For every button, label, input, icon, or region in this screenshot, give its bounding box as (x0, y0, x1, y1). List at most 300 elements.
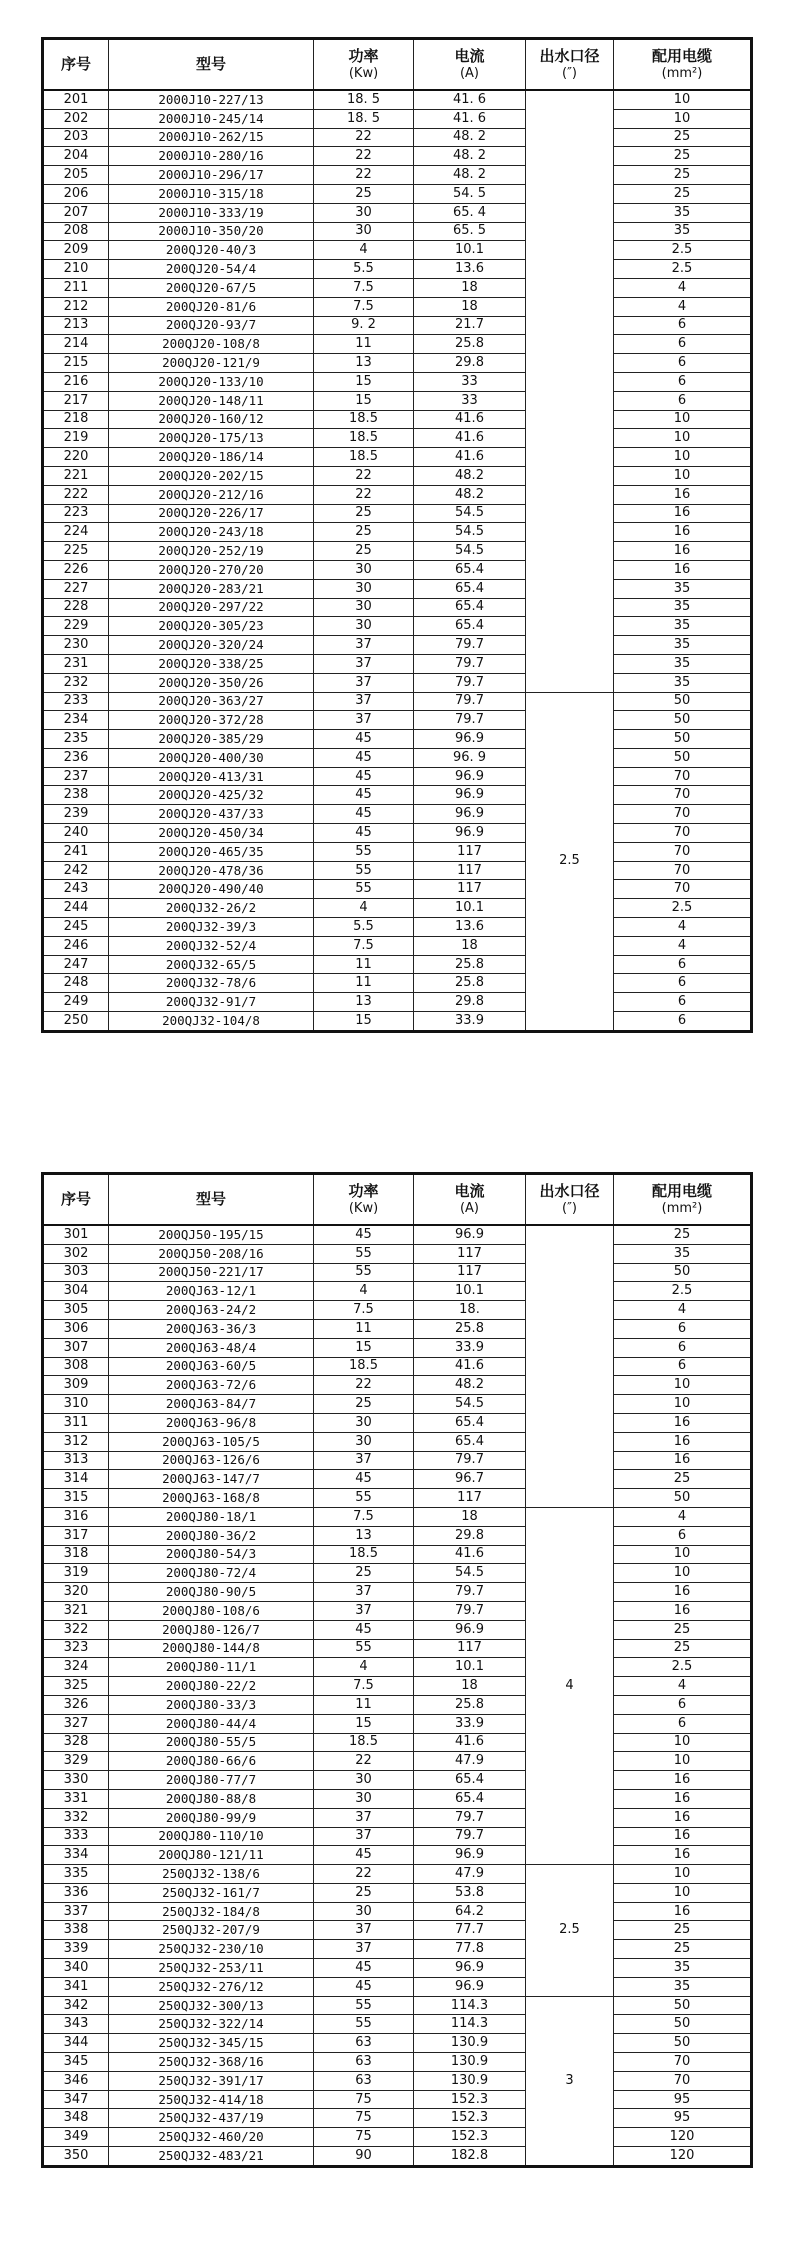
cell-current: 117 (414, 1639, 526, 1658)
cell-current: 79.7 (414, 1827, 526, 1846)
cell-no: 322 (43, 1620, 109, 1639)
cell-power: 63 (314, 2053, 414, 2072)
table-row (43, 2128, 752, 2147)
table-row (43, 974, 752, 993)
table-row (43, 278, 752, 297)
cell-current: 130.9 (414, 2053, 526, 2072)
header-outlet (526, 1174, 614, 1226)
cell-model: 200QJ63-24/2 (109, 1301, 314, 1320)
cell-current: 152.3 (414, 2090, 526, 2109)
table-row (43, 2147, 752, 2167)
cell-model: 250QJ32-230/10 (109, 1940, 314, 1959)
header-power (314, 1174, 414, 1226)
cell-current: 33 (414, 372, 526, 391)
cell-current: 77.8 (414, 1940, 526, 1959)
cell-power: 25 (314, 1564, 414, 1583)
cell-cable: 50 (614, 730, 752, 749)
cell-power: 22 (314, 1752, 414, 1771)
cell-current: 25.8 (414, 335, 526, 354)
cell-no: 218 (43, 410, 109, 429)
cell-no: 344 (43, 2034, 109, 2053)
cell-model: 200QJ63-105/5 (109, 1432, 314, 1451)
cell-no: 323 (43, 1639, 109, 1658)
cell-no: 334 (43, 1846, 109, 1865)
cell-power: 15 (314, 372, 414, 391)
cell-cable: 10 (614, 1395, 752, 1414)
header-model: 型号 (109, 1174, 314, 1226)
cell-power: 37 (314, 711, 414, 730)
table-row (43, 184, 752, 203)
cell-power: 22 (314, 485, 414, 504)
cell-cable: 25 (614, 1940, 752, 1959)
cell-model: 200QJ20-413/31 (109, 767, 314, 786)
cell-cable: 6 (614, 1695, 752, 1714)
pump-spec-table-2 (41, 1172, 753, 2168)
cell-cable: 6 (614, 372, 752, 391)
cell-model: 200QJ20-425/32 (109, 786, 314, 805)
table-row (43, 1301, 752, 1320)
cell-power: 30 (314, 1432, 414, 1451)
cell-model: 200QJ80-126/7 (109, 1620, 314, 1639)
cell-current: 48.2 (414, 1376, 526, 1395)
cell-cable: 10 (614, 1752, 752, 1771)
cell-no: 320 (43, 1583, 109, 1602)
cell-cable: 6 (614, 1714, 752, 1733)
cell-no: 316 (43, 1507, 109, 1526)
header-current-label: 电流 (454, 1181, 485, 1200)
cell-no: 349 (43, 2128, 109, 2147)
cell-current: 65.4 (414, 617, 526, 636)
cell-current: 48. 2 (414, 166, 526, 185)
cell-current: 65.4 (414, 1789, 526, 1808)
cell-current: 33 (414, 391, 526, 410)
cell-current: 96.9 (414, 824, 526, 843)
cell-power: 30 (314, 579, 414, 598)
cell-power: 4 (314, 899, 414, 918)
cell-power: 25 (314, 1395, 414, 1414)
cell-power: 45 (314, 805, 414, 824)
cell-model: 200QJ50-195/15 (109, 1225, 314, 1244)
cell-cable: 25 (614, 184, 752, 203)
cell-power: 4 (314, 241, 414, 260)
cell-power: 11 (314, 974, 414, 993)
table-row (43, 1658, 752, 1677)
cell-cable: 6 (614, 1338, 752, 1357)
cell-no: 317 (43, 1526, 109, 1545)
cell-power: 30 (314, 1413, 414, 1432)
cell-power: 45 (314, 767, 414, 786)
cell-power: 22 (314, 1376, 414, 1395)
cell-power: 37 (314, 1921, 414, 1940)
table-row (43, 1771, 752, 1790)
cell-cable: 25 (614, 1639, 752, 1658)
cell-model: 200QJ80-77/7 (109, 1771, 314, 1790)
cell-no: 224 (43, 523, 109, 542)
cell-no: 211 (43, 278, 109, 297)
table-row (43, 335, 752, 354)
cell-cable: 4 (614, 1507, 752, 1526)
cell-power: 37 (314, 1827, 414, 1846)
cell-cable: 10 (614, 1545, 752, 1564)
cell-cable: 6 (614, 354, 752, 373)
table-row (43, 955, 752, 974)
cell-power: 5.5 (314, 918, 414, 937)
cell-cable: 6 (614, 391, 752, 410)
cell-cable: 70 (614, 2071, 752, 2090)
cell-no: 235 (43, 730, 109, 749)
cell-cable: 16 (614, 504, 752, 523)
cell-current: 96.9 (414, 730, 526, 749)
cell-no: 333 (43, 1827, 109, 1846)
cell-cable: 25 (614, 128, 752, 147)
cell-current: 96.9 (414, 805, 526, 824)
cell-cable: 16 (614, 1413, 752, 1432)
cell-power: 37 (314, 692, 414, 711)
cell-model: 250QJ32-483/21 (109, 2147, 314, 2167)
table-row (43, 128, 752, 147)
cell-model: 200QJ20-160/12 (109, 410, 314, 429)
cell-model: 200QJ20-400/30 (109, 748, 314, 767)
cell-model: 200QJ20-212/16 (109, 485, 314, 504)
table-row (43, 730, 752, 749)
cell-no: 319 (43, 1564, 109, 1583)
cell-power: 11 (314, 955, 414, 974)
cell-cable: 50 (614, 692, 752, 711)
table-row (43, 1583, 752, 1602)
cell-current: 18 (414, 936, 526, 955)
cell-current: 65.4 (414, 560, 526, 579)
cell-no: 338 (43, 1921, 109, 1940)
cell-cable: 16 (614, 485, 752, 504)
cell-power: 13 (314, 1526, 414, 1545)
cell-no: 210 (43, 260, 109, 279)
cell-power: 55 (314, 861, 414, 880)
cell-model: 200QJ80-54/3 (109, 1545, 314, 1564)
cell-power: 25 (314, 523, 414, 542)
cell-no: 342 (43, 1996, 109, 2015)
cell-model: 200QJ20-297/22 (109, 598, 314, 617)
cell-power: 45 (314, 748, 414, 767)
cell-model: 200QJ80-22/2 (109, 1677, 314, 1696)
table-row (43, 372, 752, 391)
cell-cable: 35 (614, 579, 752, 598)
cell-outlet-group: 3 (526, 1996, 614, 2166)
cell-model: 250QJ32-391/17 (109, 2071, 314, 2090)
cell-power: 37 (314, 1451, 414, 1470)
cell-current: 96.9 (414, 1846, 526, 1865)
table-row (43, 1921, 752, 1940)
table-row (43, 260, 752, 279)
cell-no: 216 (43, 372, 109, 391)
cell-current: 117 (414, 861, 526, 880)
table-row (43, 1789, 752, 1808)
table-row (43, 748, 752, 767)
header-cable (614, 39, 752, 91)
cell-current: 96.9 (414, 1977, 526, 1996)
cell-model: 200QJ32-52/4 (109, 936, 314, 955)
cell-current: 96.9 (414, 1959, 526, 1978)
cell-cable: 50 (614, 2015, 752, 2034)
cell-cable: 2.5 (614, 241, 752, 260)
cell-model: 200QJ20-372/28 (109, 711, 314, 730)
header-power (314, 39, 414, 91)
cell-current: 114.3 (414, 2015, 526, 2034)
table-row (43, 1012, 752, 1032)
table-row (43, 1282, 752, 1301)
header-cable (614, 1174, 752, 1226)
cell-current: 25.8 (414, 974, 526, 993)
header-outlet-label: 出水口径 (539, 46, 600, 65)
cell-current: 25.8 (414, 1695, 526, 1714)
cell-model: 200QJ80-90/5 (109, 1583, 314, 1602)
table-row (43, 222, 752, 241)
table-row (43, 1865, 752, 1884)
cell-no: 212 (43, 297, 109, 316)
cell-cable: 16 (614, 1451, 752, 1470)
cell-no: 222 (43, 485, 109, 504)
cell-model: 250QJ32-345/15 (109, 2034, 314, 2053)
cell-cable: 70 (614, 786, 752, 805)
cell-no: 303 (43, 1263, 109, 1282)
table-row (43, 109, 752, 128)
cell-no: 225 (43, 542, 109, 561)
cell-cable: 4 (614, 936, 752, 955)
cell-power: 45 (314, 1846, 414, 1865)
cell-power: 55 (314, 880, 414, 899)
cell-power: 18.5 (314, 1357, 414, 1376)
table-row (43, 354, 752, 373)
cell-current: 114.3 (414, 1996, 526, 2015)
header-no: 序号 (43, 39, 109, 91)
cell-power: 7.5 (314, 278, 414, 297)
cell-model: 200QJ20-385/29 (109, 730, 314, 749)
cell-model: 200QJ20-93/7 (109, 316, 314, 335)
table-row (43, 1451, 752, 1470)
table-row (43, 617, 752, 636)
cell-current: 54.5 (414, 542, 526, 561)
cell-current: 79.7 (414, 636, 526, 655)
cell-cable: 16 (614, 1789, 752, 1808)
cell-no: 327 (43, 1714, 109, 1733)
table-row (43, 1977, 752, 1996)
cell-power: 15 (314, 1012, 414, 1032)
table-row (43, 1601, 752, 1620)
cell-no: 343 (43, 2015, 109, 2034)
cell-current: 96. 9 (414, 748, 526, 767)
cell-no: 326 (43, 1695, 109, 1714)
table-row (43, 805, 752, 824)
cell-model: 200QJ80-55/5 (109, 1733, 314, 1752)
cell-current: 54.5 (414, 523, 526, 542)
cell-power: 7.5 (314, 936, 414, 955)
cell-model: 200QJ80-18/1 (109, 1507, 314, 1526)
header-row (43, 39, 752, 91)
cell-model: 200QJ20-338/25 (109, 654, 314, 673)
cell-no: 340 (43, 1959, 109, 1978)
cell-model: 250QJ32-437/19 (109, 2109, 314, 2128)
cell-power: 63 (314, 2071, 414, 2090)
cell-cable: 25 (614, 1470, 752, 1489)
cell-model: 2000J10-245/14 (109, 109, 314, 128)
cell-no: 208 (43, 222, 109, 241)
cell-model: 200QJ32-104/8 (109, 1012, 314, 1032)
cell-cable: 10 (614, 410, 752, 429)
cell-power: 9. 2 (314, 316, 414, 335)
cell-model: 200QJ20-186/14 (109, 448, 314, 467)
cell-cable: 6 (614, 1526, 752, 1545)
cell-no: 315 (43, 1489, 109, 1508)
cell-current: 41.6 (414, 429, 526, 448)
cell-outlet-group (526, 1225, 614, 1507)
cell-model: 200QJ20-54/4 (109, 260, 314, 279)
cell-no: 313 (43, 1451, 109, 1470)
cell-cable: 10 (614, 1376, 752, 1395)
cell-model: 200QJ80-88/8 (109, 1789, 314, 1808)
cell-model: 200QJ32-91/7 (109, 993, 314, 1012)
table-row (43, 448, 752, 467)
table-row (43, 2015, 752, 2034)
cell-cable: 50 (614, 748, 752, 767)
cell-model: 200QJ63-48/4 (109, 1338, 314, 1357)
cell-no: 220 (43, 448, 109, 467)
cell-cable: 6 (614, 1319, 752, 1338)
cell-current: 54. 5 (414, 184, 526, 203)
table-row (43, 2071, 752, 2090)
cell-power: 55 (314, 2015, 414, 2034)
cell-no: 311 (43, 1413, 109, 1432)
table-row (43, 673, 752, 692)
cell-no: 219 (43, 429, 109, 448)
cell-current: 25.8 (414, 955, 526, 974)
cell-power: 7.5 (314, 1301, 414, 1320)
cell-model: 200QJ63-126/6 (109, 1451, 314, 1470)
cell-cable: 2.5 (614, 899, 752, 918)
cell-model: 200QJ20-490/40 (109, 880, 314, 899)
cell-model: 200QJ63-72/6 (109, 1376, 314, 1395)
cell-cable: 70 (614, 842, 752, 861)
table-row (43, 636, 752, 655)
cell-no: 307 (43, 1338, 109, 1357)
table-row (43, 166, 752, 185)
table-row (43, 1808, 752, 1827)
cell-current: 79.7 (414, 692, 526, 711)
cell-power: 22 (314, 128, 414, 147)
cell-model: 200QJ20-148/11 (109, 391, 314, 410)
cell-model: 200QJ80-108/6 (109, 1601, 314, 1620)
cell-power: 37 (314, 1940, 414, 1959)
cell-power: 18.5 (314, 1545, 414, 1564)
cell-current: 18. (414, 1301, 526, 1320)
cell-power: 4 (314, 1282, 414, 1301)
cell-cable: 70 (614, 2053, 752, 2072)
cell-model: 200QJ80-66/6 (109, 1752, 314, 1771)
cell-power: 11 (314, 335, 414, 354)
table-row (43, 1752, 752, 1771)
table-row (43, 1639, 752, 1658)
cell-model: 250QJ32-368/16 (109, 2053, 314, 2072)
cell-cable: 70 (614, 861, 752, 880)
table-row (43, 1733, 752, 1752)
cell-current: 96.9 (414, 767, 526, 786)
cell-cable: 35 (614, 617, 752, 636)
cell-current: 33.9 (414, 1714, 526, 1733)
cell-no: 331 (43, 1789, 109, 1808)
cell-current: 10.1 (414, 899, 526, 918)
cell-power: 45 (314, 786, 414, 805)
cell-model: 200QJ20-270/20 (109, 560, 314, 579)
cell-cable: 35 (614, 654, 752, 673)
cell-power: 11 (314, 1319, 414, 1338)
cell-model: 200QJ20-226/17 (109, 504, 314, 523)
cell-no: 246 (43, 936, 109, 955)
table-row (43, 1413, 752, 1432)
header-power-label: 功率 (348, 46, 379, 65)
table-row (43, 786, 752, 805)
cell-power: 22 (314, 147, 414, 166)
cell-model: 250QJ32-460/20 (109, 2128, 314, 2147)
cell-no: 214 (43, 335, 109, 354)
cell-no: 226 (43, 560, 109, 579)
cell-cable: 50 (614, 1489, 752, 1508)
cell-current: 79.7 (414, 711, 526, 730)
table-row (43, 1827, 752, 1846)
cell-no: 308 (43, 1357, 109, 1376)
cell-cable: 6 (614, 955, 752, 974)
table-row (43, 203, 752, 222)
table-row (43, 1996, 752, 2015)
cell-cable: 16 (614, 1808, 752, 1827)
cell-no: 321 (43, 1601, 109, 1620)
header-current-unit: (A) (459, 65, 480, 81)
cell-cable: 10 (614, 448, 752, 467)
cell-model: 200QJ20-202/15 (109, 466, 314, 485)
cell-power: 75 (314, 2090, 414, 2109)
cell-current: 41.6 (414, 1357, 526, 1376)
cell-power: 45 (314, 1225, 414, 1244)
cell-model: 2000J10-262/15 (109, 128, 314, 147)
cell-cable: 50 (614, 1996, 752, 2015)
cell-power: 55 (314, 1639, 414, 1658)
cell-no: 230 (43, 636, 109, 655)
cell-cable: 10 (614, 466, 752, 485)
cell-model: 200QJ20-67/5 (109, 278, 314, 297)
cell-model: 200QJ80-110/10 (109, 1827, 314, 1846)
cell-model: 200QJ20-243/18 (109, 523, 314, 542)
cell-no: 207 (43, 203, 109, 222)
cell-power: 15 (314, 1338, 414, 1357)
cell-current: 54.5 (414, 504, 526, 523)
cell-cable: 35 (614, 222, 752, 241)
cell-cable: 16 (614, 1771, 752, 1790)
cell-power: 55 (314, 1244, 414, 1263)
cell-model: 200QJ80-33/3 (109, 1695, 314, 1714)
cell-cable: 70 (614, 805, 752, 824)
cell-cable: 95 (614, 2109, 752, 2128)
table-row (43, 1620, 752, 1639)
cell-current: 65.4 (414, 1771, 526, 1790)
cell-model: 200QJ32-26/2 (109, 899, 314, 918)
cell-model: 200QJ20-450/34 (109, 824, 314, 843)
cell-cable: 10 (614, 1865, 752, 1884)
cell-current: 54.5 (414, 1395, 526, 1414)
cell-no: 318 (43, 1545, 109, 1564)
cell-cable: 16 (614, 1601, 752, 1620)
table-row (43, 485, 752, 504)
cell-current: 29.8 (414, 993, 526, 1012)
cell-model: 200QJ80-144/8 (109, 1639, 314, 1658)
cell-cable: 25 (614, 1620, 752, 1639)
cell-power: 37 (314, 654, 414, 673)
